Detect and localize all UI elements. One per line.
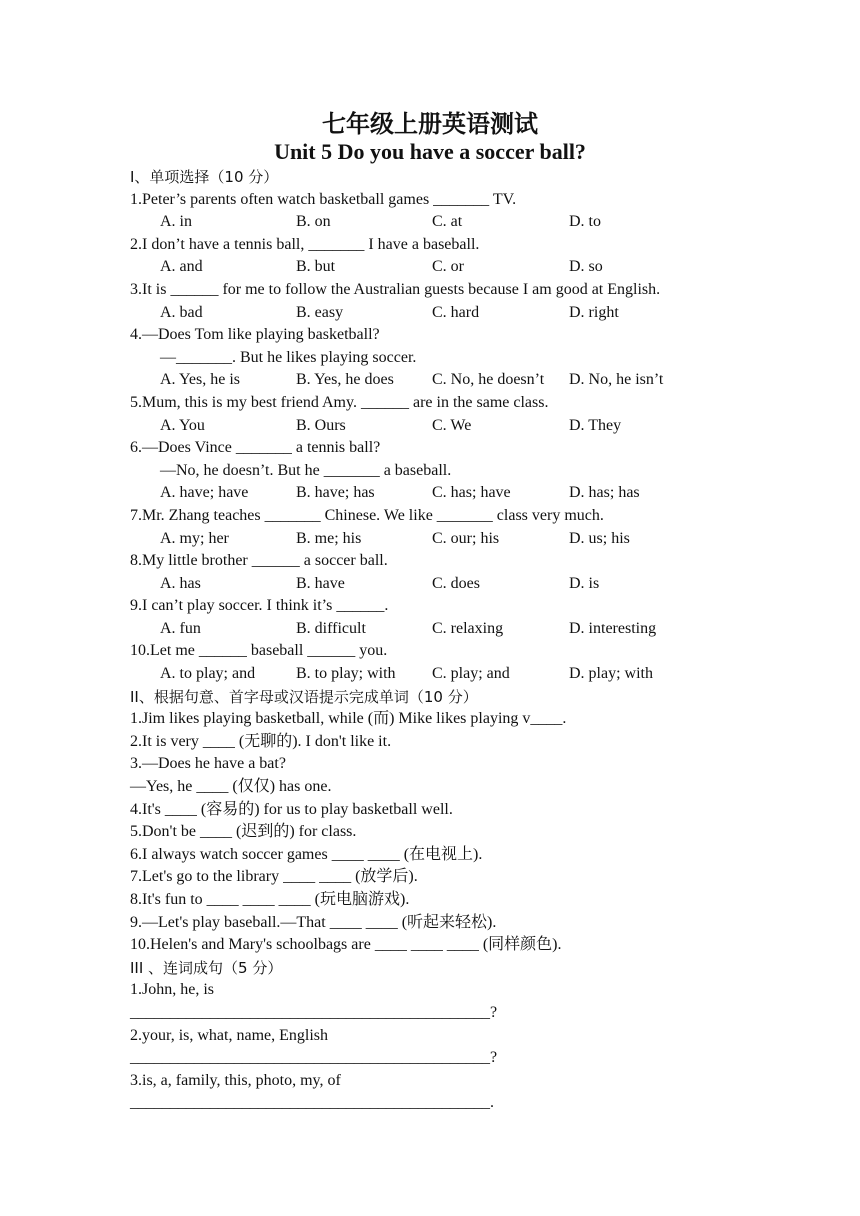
option-a: A. and (160, 258, 203, 276)
question-4: 4.—Does Tom like playing basketball? (130, 326, 380, 344)
question-7: 7.Mr. Zhang teaches _______ Chinese. We like _______ class very much. (130, 506, 604, 524)
exam-content (130, 166, 750, 1115)
option-c: C. or (432, 258, 464, 276)
option-d: D. They (569, 416, 622, 434)
question-10: 10.Let me ______ baseball ______ you. (130, 642, 388, 660)
sentence-words: 2.your, is, what, name, English (130, 1026, 328, 1044)
fill-item: 4.It's ____ (容易的) for us to play basketball well. (130, 800, 453, 818)
fill-item: 5.Don't be ____ (迟到的) for class. (130, 823, 357, 841)
option-d: D. right (569, 303, 619, 321)
answer-line: _____________________________________________? (130, 1003, 498, 1021)
option-c: C. relaxing (432, 619, 504, 637)
option-b: B. Yes, he does (296, 371, 394, 389)
question-2-options (130, 256, 750, 279)
fill-item: 6.I always watch soccer games ____ ____ (在电视上). (130, 845, 483, 863)
fill-item: 10.Helen's and Mary's schoolbags are ____ ____ ____ (同样颜色). (130, 936, 562, 954)
option-c: C. our; his (432, 529, 500, 547)
answer-line: _____________________________________________? (130, 1049, 498, 1067)
option-d: D. play; with (569, 665, 653, 683)
section2-heading: II、根据句意、首字母或汉语提示完成单词（10 分） (130, 687, 478, 706)
option-a: A. bad (160, 303, 203, 321)
question-5: 5.Mum, this is my best friend Amy. ______ are in the same class. (130, 393, 549, 411)
option-b: B. have; has (296, 484, 375, 502)
option-d: D. interesting (569, 619, 657, 637)
question-1: 1.Peter’s parents often watch basketball games _______ TV. (130, 190, 517, 208)
option-a: A. Yes, he is (160, 371, 241, 389)
option-d: D. to (569, 213, 601, 231)
option-b: B. on (296, 213, 331, 231)
option-d: D. has; has (569, 484, 640, 502)
sentence-words: 3.is, a, family, this, photo, my, of (130, 1071, 341, 1089)
option-b: B. difficult (296, 619, 366, 637)
question-5-options (130, 415, 750, 438)
question-8-options (130, 573, 750, 596)
option-c: C. play; and (432, 665, 510, 683)
question-2: 2.I don’t have a tennis ball, _______ I have a baseball. (130, 235, 480, 253)
option-a: A. to play; and (160, 665, 256, 683)
question-6-reply: —No, he doesn’t. But he _______ a baseball. (160, 461, 452, 479)
option-a: A. You (160, 416, 205, 434)
option-c: C. hard (432, 303, 480, 321)
section3-heading: III 、连词成句（5 分） (130, 958, 283, 977)
option-a: A. fun (160, 619, 201, 637)
question-4-reply: —_______. But he likes playing soccer. (160, 348, 417, 366)
fill-item: 1.Jim likes playing basketball, while (而) Mike likes playing v____. (130, 710, 567, 728)
question-9: 9.I can’t play soccer. I think it’s ______. (130, 597, 389, 615)
sentence-words: 1.John, he, is (130, 981, 214, 999)
option-b: B. easy (296, 303, 344, 321)
fill-item: —Yes, he ____ (仅仅) has one. (130, 778, 332, 796)
option-d: D. is (569, 574, 600, 592)
option-c: C. has; have (432, 484, 511, 502)
option-c: C. No, he doesn’t (432, 371, 545, 389)
fill-item: 3.—Does he have a bat? (130, 755, 286, 773)
question-10-options (130, 663, 750, 686)
section1-heading: I、单项选择（10 分） (130, 168, 279, 186)
option-b: B. to play; with (296, 665, 396, 683)
question-6: 6.—Does Vince _______ a tennis ball? (130, 439, 381, 457)
fill-item: 9.—Let's play baseball.—That ____ ____ (听起来轻松). (130, 913, 497, 931)
option-d: D. No, he isn’t (569, 371, 664, 389)
answer-line: _____________________________________________. (130, 1094, 494, 1112)
question-3-options (130, 302, 750, 325)
option-d: D. us; his (569, 529, 630, 547)
option-a: A. my; her (160, 529, 229, 547)
unit-title: Unit 5 Do you have a soccer ball? (274, 139, 586, 164)
fill-item: 2.It is very ____ (无聊的). I don't like it. (130, 732, 392, 750)
option-b: B. me; his (296, 529, 362, 547)
question-3: 3.It is ______ for me to follow the Australian guests because I am good at English. (130, 280, 661, 298)
option-c: C. at (432, 213, 463, 231)
option-a: A. in (160, 213, 192, 231)
option-d: D. so (569, 258, 603, 276)
question-6-options (130, 482, 750, 505)
option-b: B. Ours (296, 416, 346, 434)
option-c: C. does (432, 574, 480, 592)
exam-title: 七年级上册英语测试 (322, 110, 538, 138)
option-a: A. has (160, 574, 201, 592)
option-b: B. have (296, 574, 345, 592)
question-4-options (130, 369, 750, 392)
question-8: 8.My little brother ______ a soccer ball. (130, 552, 388, 570)
question-9-options (130, 618, 750, 641)
question-1-options (130, 211, 750, 234)
fill-item: 7.Let's go to the library ____ ____ (放学后). (130, 868, 418, 886)
option-b: B. but (296, 258, 336, 276)
fill-item: 8.It's fun to ____ ____ ____ (玩电脑游戏). (130, 891, 410, 908)
option-a: A. have; have (160, 484, 249, 502)
option-c: C. We (432, 416, 472, 434)
question-7-options (130, 528, 750, 551)
